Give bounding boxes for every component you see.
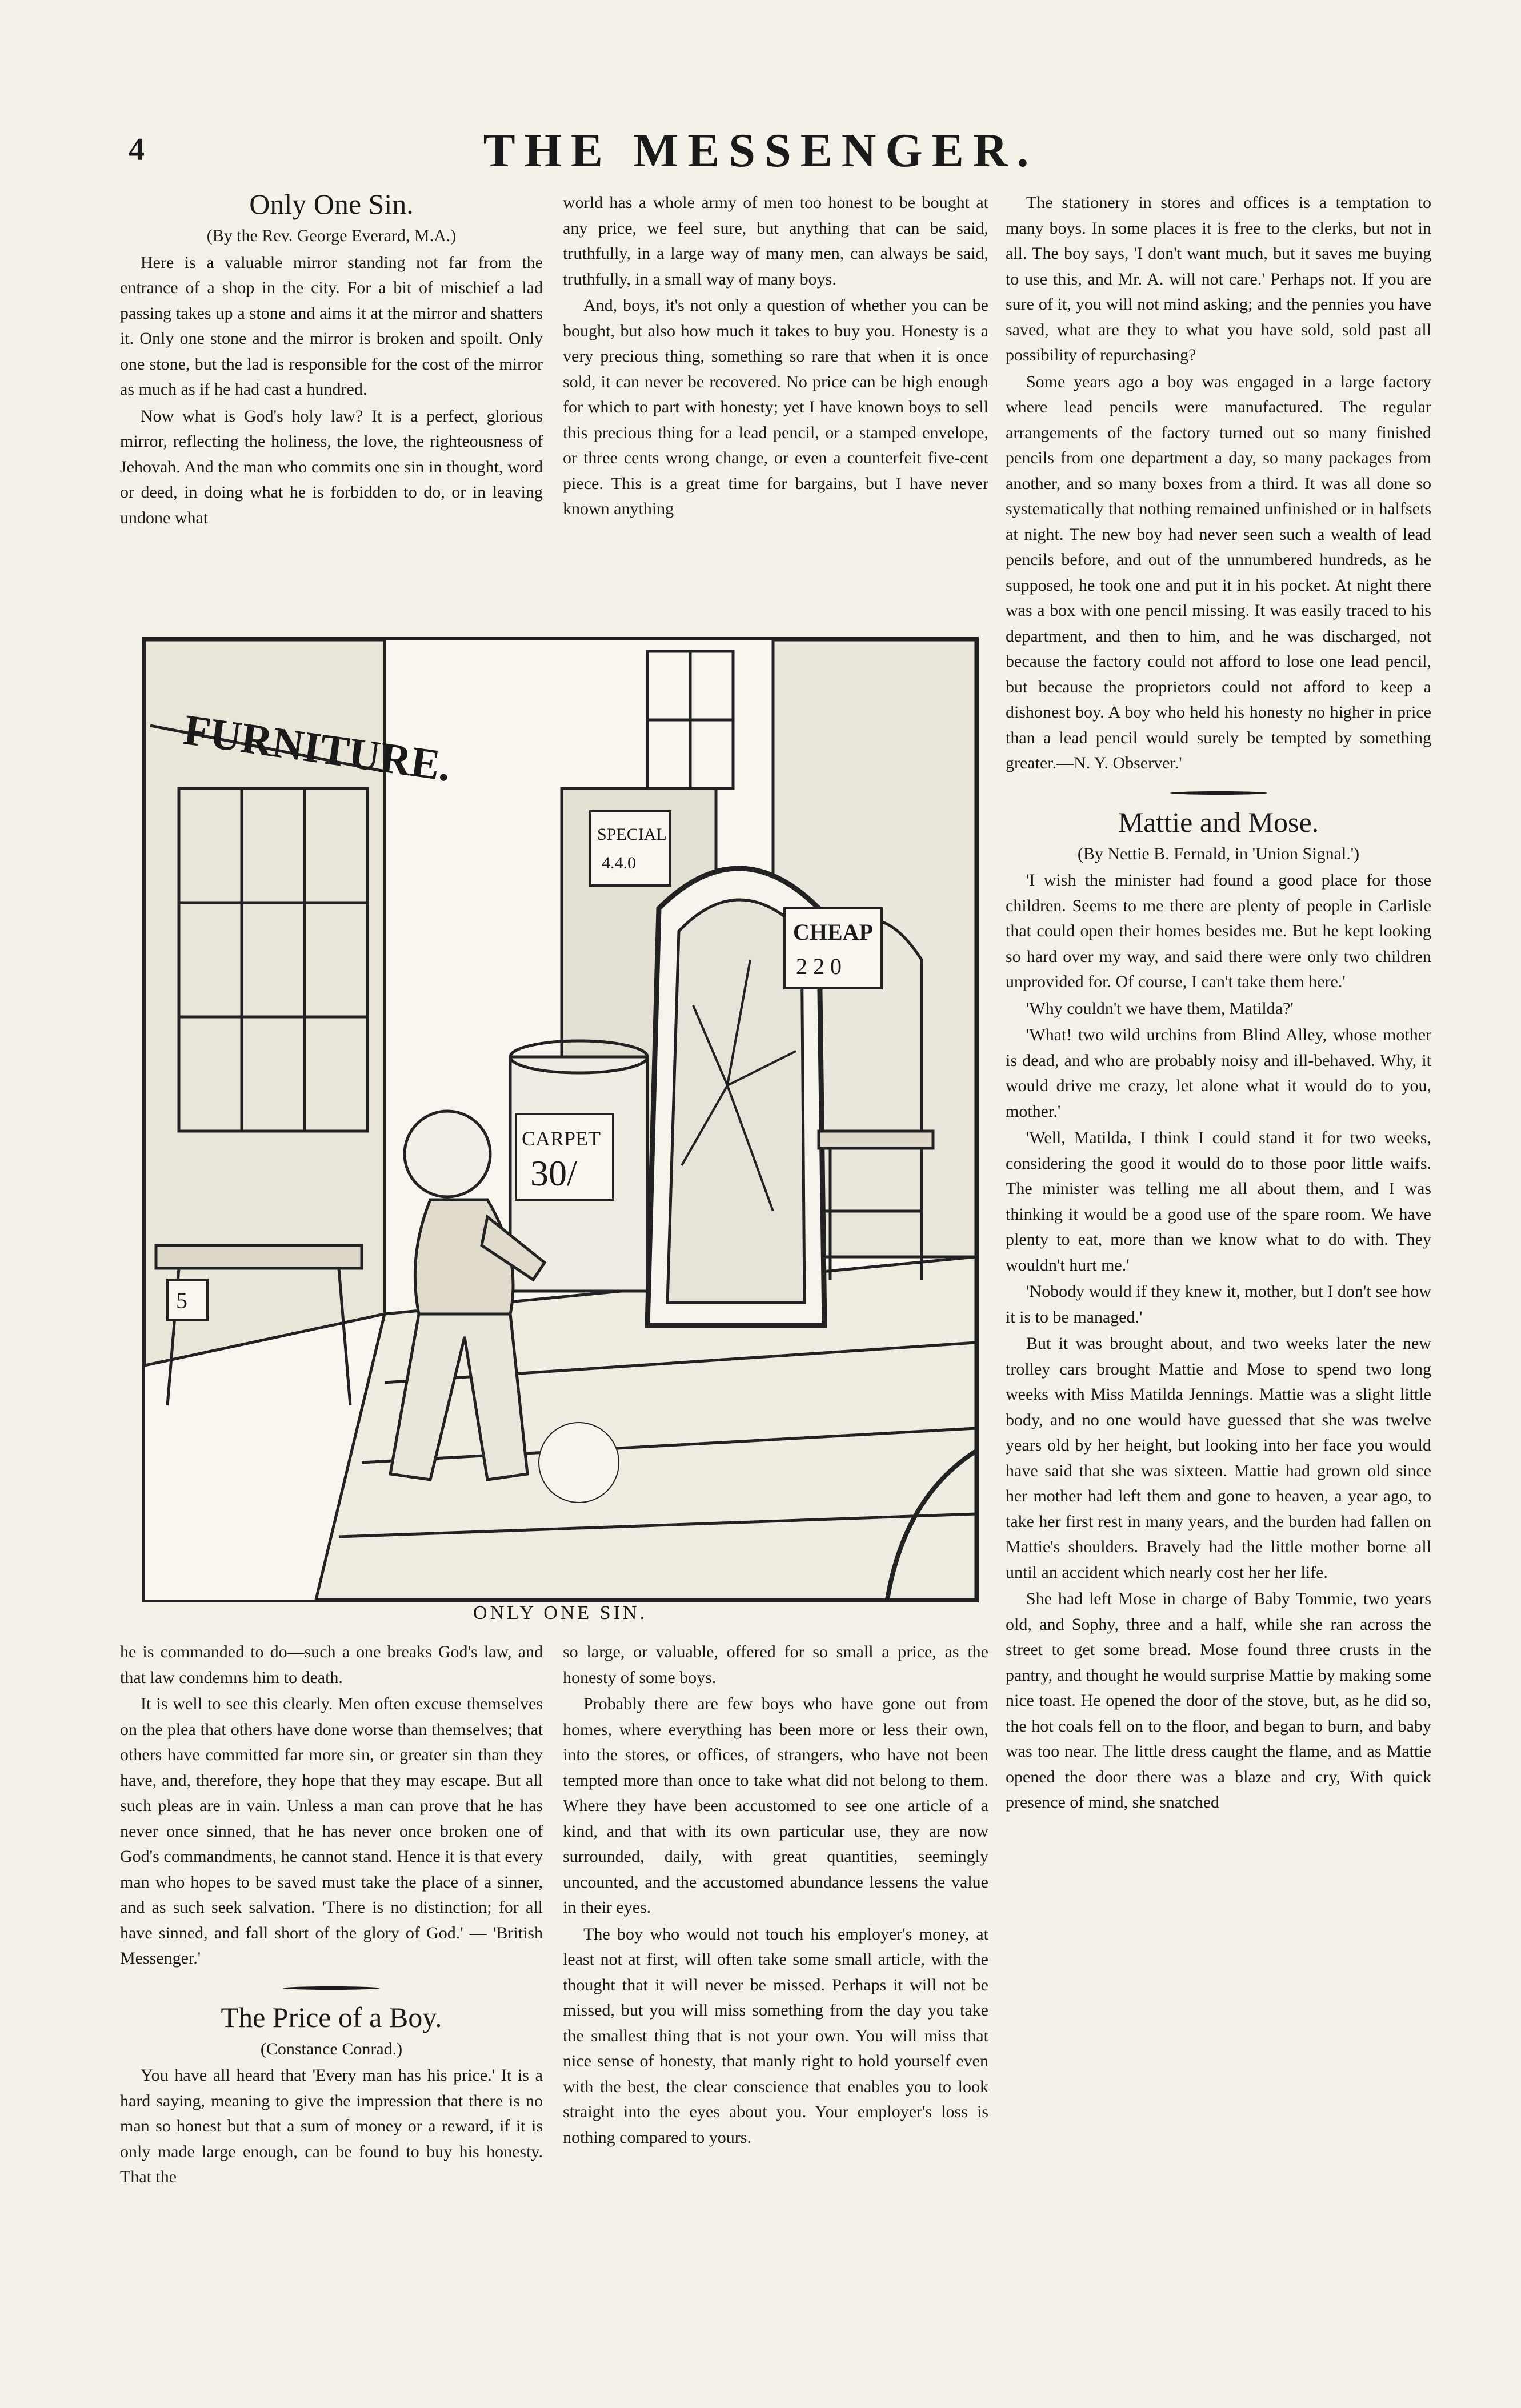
tag-carpet-price: 30/ xyxy=(530,1153,577,1193)
paragraph: The stationery in stores and offices is a temptation to many boys. In some places it is free to the clerks, but not in all. The boy says, 'I don't want much, but it saves me buying to use this, and Mr. A. will not care.' Perhaps not. If you are sure of it, you will not mind asking; and the pennies you have saved, what are they to what you have sold, sold past all possibility of repurchasing? xyxy=(1006,193,1431,364)
tag-special-group xyxy=(590,811,670,886)
publication-title: THE MESSENGER. xyxy=(483,124,1038,177)
paragraph: Here is a valuable mirror standing not far from the entrance of a shop in the city. For a bit of mischief a lad passing takes up a stone and aims it at the mirror and shatters it. Only one stone and the mirror is broken and spoilt. Only one stone, but the lad is responsible for the cost of the mirror as much as if he had cast a hundred. xyxy=(120,253,543,399)
column-3 xyxy=(1006,190,1431,1817)
paragraph: The boy who would not touch his employer's money, at least not at first, will often take some small article, with the thought that it will never be missed. Perhaps it will not be missed, but you will miss something from the day you take the smallest thing that is not your own. You will miss that nice sense of honesty, that manly right to hold yourself even with the best, the clear conscience that enables you to look straight into the eyes about you. Your employer's loss is nothing compared to yours. xyxy=(563,1924,988,2147)
page-number: 4 xyxy=(129,132,145,167)
paragraph: 'Why couldn't we have them, Matilda?' xyxy=(1026,999,1294,1018)
article-divider xyxy=(1170,791,1267,795)
byline-mattie-and-mose: (By Nettie B. Fernald, in 'Union Signal.') xyxy=(1077,844,1360,863)
tag-special: SPECIAL xyxy=(597,825,667,844)
paragraph: 'I wish the minister had found a good place for those children. Seems to me there are plenty of people in Carlisle that could open their homes besides me. But he kept looking so hard over my way, and said there were only two children unprovided for. Of course, I can't take them here.' xyxy=(1006,871,1431,991)
headline-price-of-a-boy: The Price of a Boy. xyxy=(221,2001,442,2033)
paragraph: 'Nobody would if they knew it, mother, but I don't see how it is to be managed.' xyxy=(1006,1282,1431,1327)
byline-price-of-a-boy: (Constance Conrad.) xyxy=(260,2039,403,2058)
illustration-broken-mirror xyxy=(142,637,979,1602)
paragraph: Now what is God's holy law? It is a perfect, glorious mirror, reflecting the holiness, the love, the righteousness of Jehovah. And the man who commits one sin in thought, word or deed, in doing what he is forbidden to do, or in leaving undone what xyxy=(120,406,543,527)
paragraph: Some years ago a boy was engaged in a large factory where lead pencils were manufactured. The regular arrangements of the factory turned out so many finished pencils from one department a day, so many packages from another, and so many boxes from a third. It was all done so systematically that nothing remained unfinished or in halfsets at night. The new boy had never seen such a wealth of lead pencils before, and out of the unnumbered hundreds, as he supposed, he took one and put it in his pocket. At night there was a box with one pencil missing. It was easily traced to his department, and then to him, and he was discharged, not because the factory could not afford to lose one lead pencil, but because the proprietors could not afford to keep a dishonest boy. A boy who held his honesty no higher in price than a lead pencil would surely be tempted by something greater.—N. Y. Observer.' xyxy=(1006,372,1431,772)
tag-cheap-group xyxy=(784,908,882,988)
tag-carpet: CARPET xyxy=(522,1127,601,1150)
paragraph: world has a whole army of men too honest to be bought at any price, we feel sure, but anything that can be said, truthfully, in a large way of many men, can always be said, truthfully, in a small way of many boys. xyxy=(563,193,988,289)
column-1-top xyxy=(120,186,543,532)
paragraph: Probably there are few boys who have gone out from homes, where everything has been more or less their own, into the stores, or offices, of strangers, who have not been tempted more than once to take what did not belong to them. Where they have been accustomed to see one article of a kind, and that with its own particular use, they are now surrounded, daily, with great quantities, seemingly uncounted, and the accustomed abundance lessens the value in their eyes. xyxy=(563,1694,988,1917)
paragraph: And, boys, it's not only a question of whether you can be bought, but also how much it takes to buy you. Honesty is a very precious thing, something so rare that when it is once sold, it can never be recovered. No price can be high enough for which to part with honesty; yet I have known boys to sell this precious thing for a lead pencil, or a stamped envelope, or three cents wrong change, or even a counterfeit five-cent piece. This is a great time for bargains, but I have never known anything xyxy=(563,296,988,518)
sign-furniture: FURNITURE. xyxy=(181,706,454,791)
paragraph: 'What! two wild urchins from Blind Alley, whose mother is dead, and who are probably noisy and ill-behaved. Why, it would drive me crazy, let alone what it would do to you, mother.' xyxy=(1006,1025,1431,1121)
paragraph: It is well to see this clearly. Men often excuse themselves on the plea that others have done worse than themselves; that others have committed far more sin, or greater sin than they have, and, therefore, they hope that they may escape. But all such pleas are in vain. Unless a man can prove that he has never once sinned, that he has never once broken one of God's commandments, he cannot stand. Hence it is that every man who hopes to be saved must take the place of a sinner, and as such seek salvation. 'There is no distinction; for all have sinned, and fall short of the glory of God.' — 'British Messenger.' xyxy=(120,1694,543,1968)
masthead xyxy=(0,123,1521,186)
headline-mattie-and-mose: Mattie and Mose. xyxy=(1118,806,1319,838)
paragraph: You have all heard that 'Every man has his price.' It is a hard saying, meaning to give the impression that there is no man so honest but that a sum of money or a reward, if it is only made large enough, can be found to buy his honesty. That the xyxy=(120,2066,543,2186)
illustration-caption: ONLY ONE SIN. xyxy=(473,1602,647,1624)
paragraph: 'Well, Matilda, I think I could stand it for two weeks, considering the good it would do to those poor little waifs. The minister was telling me all about them, and I was thinking it would be a good use of the spare room. We have plenty to eat, more than we know what to do with. They wouldn't hurt me.' xyxy=(1006,1128,1431,1275)
tag-small: 5 xyxy=(176,1288,187,1313)
tag-carpet-group xyxy=(516,1114,613,1200)
headline-only-one-sin: Only One Sin. xyxy=(249,188,414,220)
paragraph: so large, or valuable, offered for so small a price, as the honesty of some boys. xyxy=(563,1642,988,1687)
tag-cheap: CHEAP xyxy=(793,919,873,945)
paragraph: he is commanded to do—such a one breaks God's law, and that law condemns him to death. xyxy=(120,1642,543,1687)
paragraph: She had left Mose in charge of Baby Tommie, two years old, and Sophy, three and a half, while she ran across the street to get some bread. Mose found three crusts in the pantry, and thought he would surprise Mattie by making some nice toast. He opened the door of the stove, but, as he did so, the hot coals fell on to the floor, and began to burn, and baby was too near. The little dress caught the flame, and as Mattie opened the door there was a blaze and cry, With quick presence of mind, she snatched xyxy=(1006,1589,1431,1812)
byline-only-one-sin: (By the Rev. George Everard, M.A.) xyxy=(206,226,457,245)
article-divider xyxy=(283,1986,380,1990)
paragraph: But it was brought about, and two weeks later the new trolley cars brought Mattie and Mose to spend two long weeks with Miss Matilda Jennings. Mattie was a slight little body, and no one would have guessed that she was twelve years old by her height, but looking into her face you would have said that she was sixteen. Mattie had grown old since her mother had left them and gone to heaven, a year ago, to take her first rest in many years, and the burden had fallen on Mattie's shoulders. Bravely had the little mother borne all until an accident which nearly cost her her life. xyxy=(1006,1334,1431,1582)
column-2-top xyxy=(563,190,988,523)
tag-small-group xyxy=(167,1280,207,1320)
column-1-bottom xyxy=(120,1640,543,2191)
tag-special-price: 4.4.0 xyxy=(602,854,636,872)
column-2-bottom xyxy=(563,1640,988,2151)
illustration-drawing xyxy=(145,640,976,1600)
tag-cheap-price: 2 2 0 xyxy=(796,953,842,979)
